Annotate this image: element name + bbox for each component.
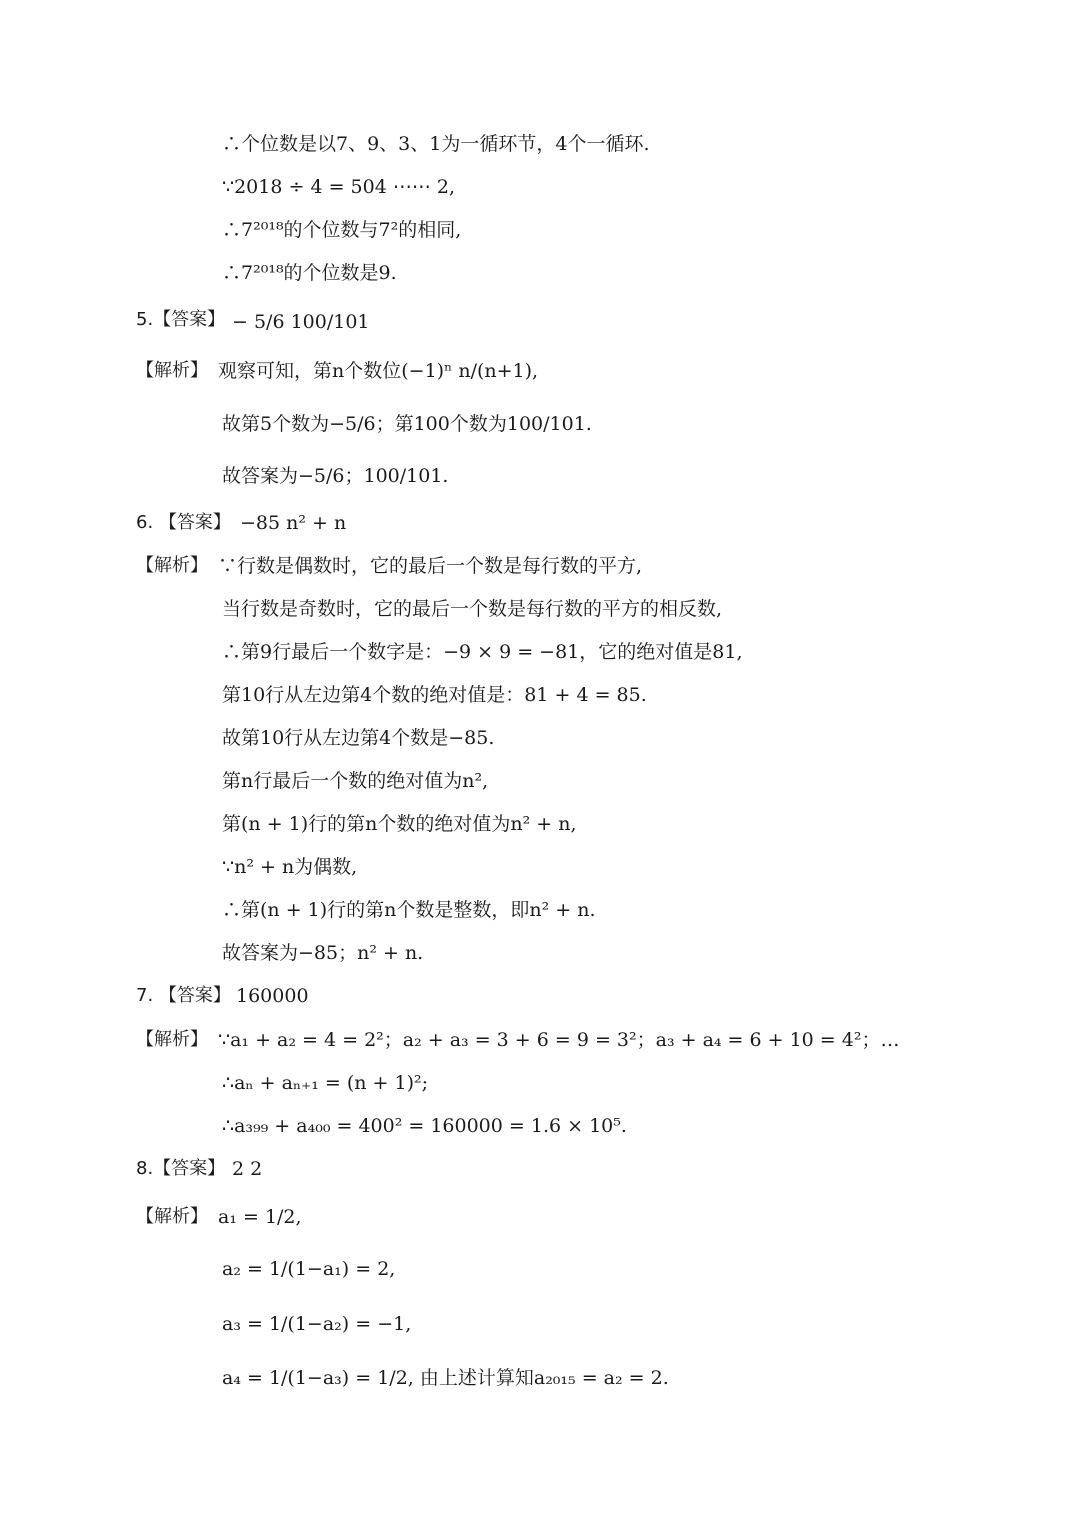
q5-analysis-line: 故答案为−5/6；100/101. (222, 465, 449, 487)
q6-analysis-line: 故答案为−85；n² + n. (222, 942, 424, 964)
q6-analysis-line: ∵行数是偶数时，它的最后一个数是每行数的平方, (218, 555, 643, 577)
q5-analysis-label: 【解析】 (136, 360, 208, 381)
q6-answer-label: 6. 【答案】 (136, 512, 231, 533)
q6-analysis-line: 第10行从左边第4个数的绝对值是：81 + 4 = 85. (222, 684, 647, 706)
q8-analysis-label: 【解析】 (136, 1206, 208, 1227)
q7-analysis-line: ∴aₙ + aₙ₊₁ = (n + 1)²; (222, 1072, 428, 1094)
q6-analysis-line: 当行数是奇数时，它的最后一个数是每行数的平方的相反数, (222, 598, 723, 620)
q8-analysis-line: a₁ = 1/2, (218, 1206, 302, 1228)
q7-analysis-label: 【解析】 (136, 1029, 208, 1050)
q6-analysis-line: ∴第9行最后一个数字是：−9 × 9 = −81，它的绝对值是81, (222, 641, 743, 663)
q6-analysis-line: 故第10行从左边第4个数是−85. (222, 727, 495, 749)
q7-answer: 160000 (236, 985, 309, 1007)
q7-analysis-line: ∴a₃₉₉ + a₄₀₀ = 400² = 160000 = 1.6 × 10⁵. (222, 1115, 627, 1137)
q8-analysis-line: a₄ = 1/(1−a₃) = 1/2, 由上述计算知a₂₀₁₅ = a₂ = 2. (222, 1367, 669, 1389)
text-line: ∵2018 ÷ 4 = 504 ⋯⋯ 2, (222, 176, 456, 198)
text-line: ∴个位数是以7、9、3、1为一循环节，4个一循环. (222, 133, 650, 155)
q8-answer: 2 2 (232, 1158, 263, 1180)
q6-analysis-line: 第(n + 1)行的第n个数的绝对值为n² + n, (222, 813, 577, 835)
q5-analysis-line: 故第5个数为−5/6；第100个数为100/101. (222, 413, 592, 435)
text-line: ∴7²⁰¹⁸的个位数与7²的相同, (222, 219, 462, 241)
q6-analysis-label: 【解析】 (136, 555, 208, 576)
q5-answer-label: 5.【答案】 (136, 309, 226, 330)
q7-analysis-line: ∵a₁ + a₂ = 4 = 2²；a₂ + a₃ = 3 + 6 = 9 = 3²；a₃ + a₄ = 6 + 10 = 4²；… (218, 1029, 900, 1051)
q5-answer: − 5/6 100/101 (232, 311, 370, 333)
q6-analysis-line: ∴第(n + 1)行的第n个数是整数，即n² + n. (222, 899, 596, 921)
q8-analysis-line: a₃ = 1/(1−a₂) = −1, (222, 1313, 412, 1335)
q8-analysis-line: a₂ = 1/(1−a₁) = 2, (222, 1258, 396, 1280)
text-line: ∴7²⁰¹⁸的个位数是9. (222, 262, 397, 284)
q8-answer-label: 8.【答案】 (136, 1158, 226, 1179)
q6-analysis-line: ∵n² + n为偶数, (222, 856, 358, 878)
q7-answer-label: 7. 【答案】 (136, 985, 231, 1006)
q5-analysis-line: 观察可知，第n个数位(−1)ⁿ n/(n+1), (218, 360, 539, 382)
q6-analysis-line: 第n行最后一个数的绝对值为n², (222, 770, 489, 792)
q6-answer: −85 n² + n (240, 512, 347, 534)
